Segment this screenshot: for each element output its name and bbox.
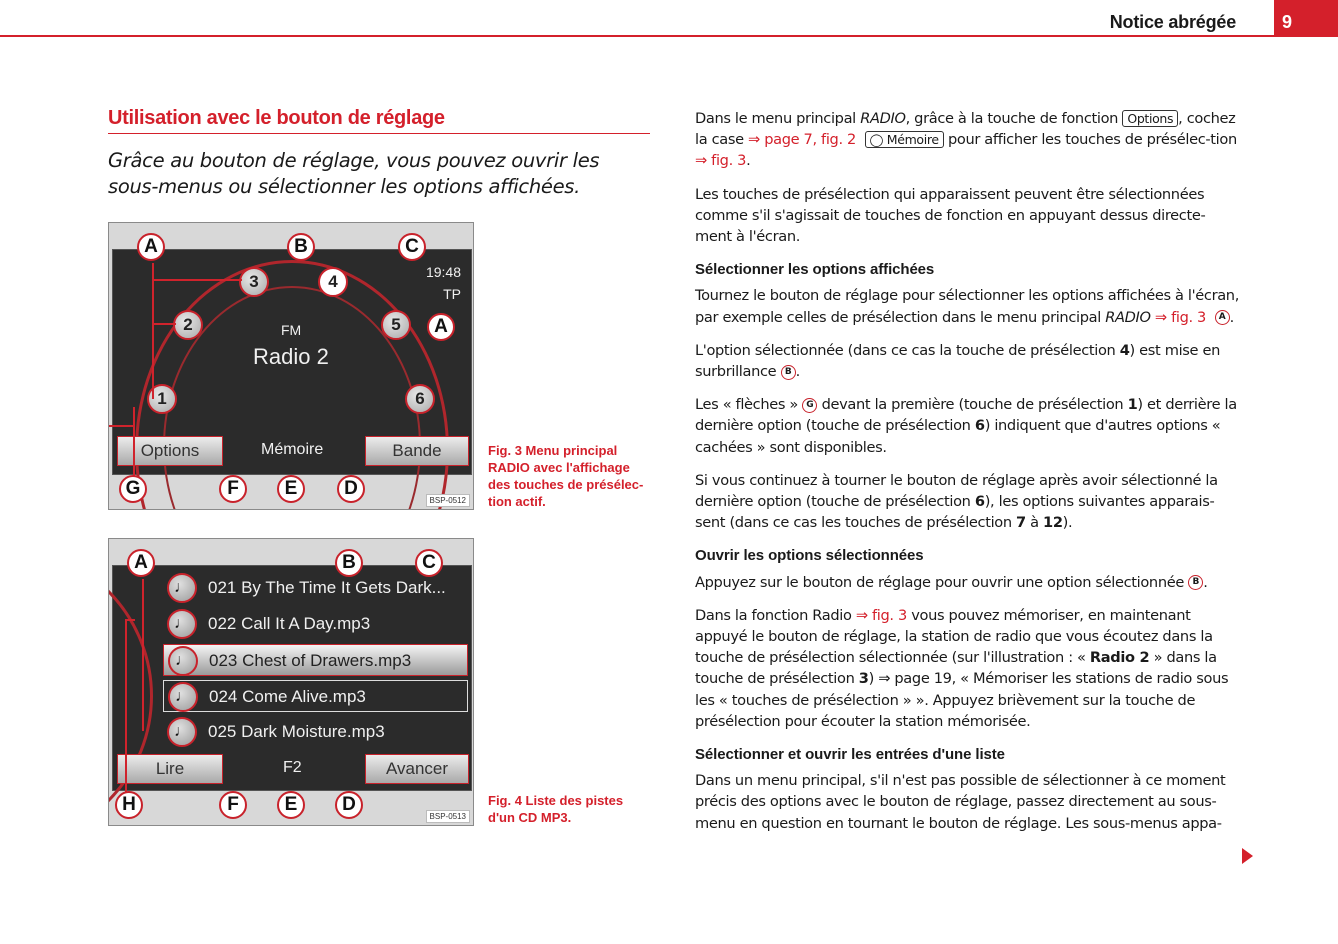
figure-4-mp3-list bbox=[108, 538, 474, 826]
callout-c: C bbox=[415, 549, 443, 577]
text: vous pouvez mémoriser, en maintenant appuyé le bouton de réglage, la station de radio que vous écoutez dans la touche de présélection sélectionnée (sur l'illustration : « bbox=[695, 606, 1213, 667]
callout-a-right: A bbox=[427, 313, 455, 341]
text-bold: 7 bbox=[1016, 514, 1026, 532]
header-rule bbox=[0, 35, 1274, 37]
text: pour afficher les touches de présélec-tion bbox=[943, 131, 1237, 149]
band-label: FM bbox=[281, 322, 302, 338]
track-list-screen bbox=[112, 565, 472, 791]
radio-screen bbox=[112, 249, 472, 475]
text: Appuyez sur le bouton de réglage pour ouvrir une option sélectionnée bbox=[695, 573, 1189, 591]
text-bold: 12 bbox=[1043, 514, 1063, 532]
track-item[interactable] bbox=[163, 572, 446, 604]
leader-line bbox=[133, 407, 135, 477]
text-bold: 4 bbox=[1119, 341, 1130, 359]
options-key-label: Options bbox=[1122, 110, 1178, 127]
preset-button-6[interactable]: 6 bbox=[405, 384, 435, 414]
text: ). bbox=[1062, 514, 1073, 532]
track-item-selected[interactable] bbox=[163, 644, 468, 676]
callout-h: H bbox=[115, 791, 143, 819]
callout-d: D bbox=[337, 475, 365, 503]
figure-3-caption: Fig. 3 Menu principal RADIO avec l'affichage des touches de présélec-tion actif. bbox=[488, 443, 644, 509]
preset-button-4[interactable]: 4 bbox=[318, 267, 348, 297]
preset-button-2[interactable]: 2 bbox=[173, 310, 203, 340]
paragraph: Les touches de présélection qui apparaissent peuvent être sélectionnées comme s'il s'agissait de touches de fonction en appuyant dessus directe-ment à l'écran. bbox=[695, 185, 1206, 246]
paragraph bbox=[695, 394, 1240, 458]
paragraph bbox=[695, 340, 1240, 382]
music-note-icon: ♩ bbox=[167, 609, 197, 639]
leader-line bbox=[152, 323, 176, 325]
callout-d: D bbox=[335, 791, 363, 819]
text: . bbox=[1229, 308, 1234, 326]
music-note-icon: ♩ bbox=[168, 646, 198, 676]
text: Si vous continuez à tourner le bouton de réglage après avoir sélectionné la dernière option (touche de présélection bbox=[695, 471, 1218, 511]
fig-3-link[interactable]: ⇒ fig. 3 bbox=[855, 606, 907, 624]
paragraph: Dans un menu principal, s'il n'est pas possible de sélectionner à ce moment précis des options avec le bouton de réglage, passez directement au sous-menu en question en tournant le bouton de réglage. Les sous-menus appa- bbox=[695, 772, 1226, 832]
figure-4-caption: Fig. 4 Liste des pistes d'un CD MP3. bbox=[488, 793, 624, 825]
text: ) est mise en surbrillance bbox=[695, 341, 1220, 381]
callout-c: C bbox=[398, 233, 426, 261]
figure-code: BSP-0513 bbox=[426, 810, 470, 823]
callout-ref-a: A bbox=[1215, 310, 1230, 325]
track-title: 023 Chest of Drawers.mp3 bbox=[209, 651, 412, 670]
paragraph bbox=[695, 470, 1240, 534]
preset-button-5[interactable]: 5 bbox=[381, 310, 411, 340]
callout-a: A bbox=[127, 549, 155, 577]
text-bold: 1 bbox=[1127, 396, 1138, 414]
text: Les « flèches » bbox=[695, 396, 803, 414]
track-title: 021 By The Time It Gets Dark... bbox=[208, 578, 446, 597]
text: ) ⇒ page 19, « Mémoriser les stations de radio sous les « touches de présélection » ». Appuyez brièvement sur la touche de présélection pour écouter la station mémorisée. bbox=[695, 670, 1229, 730]
figure-code: BSP-0512 bbox=[426, 494, 470, 507]
text-italic: RADIO bbox=[1105, 308, 1151, 326]
callout-b: B bbox=[287, 233, 315, 261]
text: à bbox=[1025, 514, 1044, 532]
preset-button-3[interactable]: 3 bbox=[239, 267, 269, 297]
callout-a: A bbox=[137, 233, 165, 261]
scroll-arc bbox=[108, 546, 153, 826]
subheading: Ouvrir les options sélectionnées bbox=[695, 547, 924, 565]
callout-ref-b: B bbox=[1188, 575, 1203, 590]
continue-arrow-icon bbox=[1242, 848, 1253, 864]
text: ) et derrière la dernière option (touche de présélection bbox=[695, 396, 1237, 435]
section-title: Utilisation avec le bouton de réglage bbox=[108, 107, 650, 134]
fig-3-link[interactable]: ⇒ fig. 3 bbox=[695, 152, 747, 170]
callout-f: F bbox=[219, 791, 247, 819]
callout-b: B bbox=[335, 549, 363, 577]
text-bold: 6 bbox=[974, 493, 985, 511]
paragraph bbox=[695, 285, 1240, 327]
text-bold: 6 bbox=[974, 417, 985, 435]
text: Dans la fonction Radio bbox=[695, 606, 856, 624]
callout-ref-g: G bbox=[802, 398, 817, 413]
text-bold: Radio 2 bbox=[1089, 649, 1150, 667]
track-item[interactable] bbox=[163, 716, 385, 748]
callout-f: F bbox=[219, 475, 247, 503]
callout-e: E bbox=[277, 791, 305, 819]
figure-3-radio-menu bbox=[108, 222, 474, 510]
avancer-softkey[interactable]: Avancer bbox=[365, 754, 469, 784]
options-softkey[interactable]: Options bbox=[117, 436, 223, 466]
text: . bbox=[1203, 573, 1208, 591]
music-note-icon: ♩ bbox=[167, 717, 197, 747]
text-bold: 3 bbox=[858, 670, 869, 688]
text-italic: RADIO bbox=[860, 110, 906, 127]
text: devant la première (touche de présélection bbox=[817, 396, 1128, 414]
lire-softkey[interactable]: Lire bbox=[117, 754, 223, 784]
leader-line bbox=[125, 619, 135, 621]
page-7-fig-2-link[interactable]: ⇒ page 7, fig. 2 bbox=[748, 131, 856, 149]
folder-label: F2 bbox=[283, 759, 302, 776]
text: » dans la touche de présélection bbox=[695, 649, 1217, 688]
track-title: 022 Call It A Day.mp3 bbox=[208, 614, 371, 633]
station-name: Radio 2 bbox=[253, 344, 329, 369]
text: ) indiquent que d'autres options « cachées » sont disponibles. bbox=[695, 417, 1221, 456]
callout-ref-b: B bbox=[781, 365, 796, 380]
track-item-highlighted[interactable] bbox=[163, 680, 468, 712]
leader-line bbox=[109, 425, 134, 427]
music-note-icon: ♩ bbox=[168, 682, 198, 712]
subheading: Sélectionner les options affichées bbox=[695, 261, 935, 279]
page-number: 9 bbox=[1274, 0, 1338, 37]
section-intro: Grâce au bouton de réglage, vous pouvez ouvrir les sous-menus ou sélectionner les options affichées. bbox=[108, 149, 600, 198]
body-column bbox=[695, 108, 1240, 846]
paragraph bbox=[695, 572, 1240, 593]
text: L'option sélectionnée (dans ce cas la touche de présélection bbox=[695, 341, 1120, 359]
text: . bbox=[795, 363, 800, 381]
paragraph bbox=[695, 605, 1240, 732]
leader-line bbox=[125, 619, 127, 793]
leader-line bbox=[152, 279, 242, 281]
clock: 19:48 bbox=[425, 264, 461, 280]
leader-line bbox=[152, 263, 154, 399]
music-note-icon: ♩ bbox=[167, 573, 197, 603]
callout-g: G bbox=[119, 475, 147, 503]
text: Dans le menu principal bbox=[695, 110, 861, 127]
callout-e: E bbox=[277, 475, 305, 503]
track-item[interactable] bbox=[163, 608, 370, 640]
text: . bbox=[746, 152, 751, 170]
paragraph bbox=[695, 108, 1240, 172]
bande-softkey[interactable]: Bande bbox=[365, 436, 469, 466]
track-title: 025 Dark Moisture.mp3 bbox=[208, 722, 385, 741]
text: , grâce à la touche de fonction bbox=[905, 110, 1123, 127]
memoire-checkbox-label: ◯ Mémoire bbox=[865, 131, 944, 148]
text: ), les options suivantes apparais-sent (dans ce cas les touches de présélection bbox=[695, 493, 1215, 532]
leader-line bbox=[142, 579, 144, 731]
text: Tournez le bouton de réglage pour sélectionner les options affichées à l'écran, par exemple celles de présélection dans le menu principal bbox=[695, 287, 1239, 326]
running-header-title: Notice abrégée bbox=[1109, 12, 1236, 32]
fig-3-link[interactable]: ⇒ fig. 3 bbox=[1154, 308, 1206, 326]
subheading: Sélectionner et ouvrir les entrées d'une liste bbox=[695, 746, 1005, 764]
tp-indicator: TP bbox=[443, 286, 461, 302]
text: , cochez la case bbox=[695, 110, 1236, 149]
track-title: 024 Come Alive.mp3 bbox=[209, 687, 366, 706]
preset-button-1[interactable]: 1 bbox=[147, 384, 177, 414]
memoire-label[interactable]: Mémoire bbox=[261, 441, 324, 458]
